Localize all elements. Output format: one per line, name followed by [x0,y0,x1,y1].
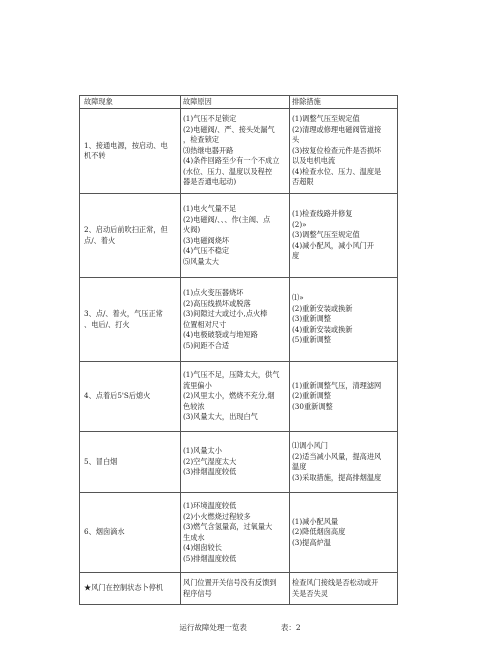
cell-text: (3)调整气压至规定值 [292,230,360,240]
header-remedy: 排除措施 [290,96,398,109]
table-row [80,109,398,194]
phenomenon-cell [80,278,181,362]
cause-cell [181,573,290,605]
cause-cell [181,493,290,573]
cell-text: (水位、压力、温度以及程控 [183,166,273,176]
cell-text: (1)减小配风量 [292,516,339,526]
cell-text: (5)重新调整 [292,335,331,345]
phenomenon-cell [80,432,181,493]
cell-text: 头 [292,135,300,145]
cell-text: ，检查锁定 [183,135,219,145]
remedy-cell [290,109,398,194]
cell-text: (3)间隙过大或过小,点火棒 [183,309,268,318]
cell-text: 3、点/、着火，气压正常 [84,309,163,318]
footer-title: 运行故障处理一览表 [179,623,247,632]
table-row [80,194,398,278]
cause-cell [181,194,290,278]
remedy-cell [290,278,398,362]
cell-text: (4)减小配风，减小风门开 [292,240,375,250]
cell-text: 以及电机电流 [292,156,336,166]
cell-text: ⑴» [292,293,304,303]
cell-text: 器是否通电起动) [183,177,237,187]
phenomenon-cell [80,573,181,605]
phenomenon-cell [80,194,181,278]
cell-text: (1)风量太小 [183,446,222,456]
cell-text: (1)点火变压器烧坏 [183,288,244,297]
remedy-cell [290,493,398,573]
table-row [80,573,398,605]
cell-text: (2)重新安装或换新 [292,303,353,313]
cell-text: (5)间距不合适 [183,340,230,350]
cell-text: 色较浓 [183,401,205,411]
cell-text: 火阀) [183,225,201,234]
remedy-cell [290,194,398,278]
cell-text: 程序信号 [183,588,212,598]
cell-text: (2)小火燃烧过程较多 [183,511,251,521]
cell-text: (3)采取措施，提高排烟温度 [292,472,382,482]
cell-text: (3)风量太大，出现白气 [183,412,258,422]
cell-text: (2)适当减小风量，提高进风 [292,451,382,461]
remedy-cell [290,362,398,432]
cell-text: (1)重新调整气压，清理滤网 [292,380,382,390]
cell-text: (2)重新调整 [292,391,331,401]
cell-text: (1)环境温度较低 [183,501,237,510]
cause-cell [181,278,290,362]
cell-text: (2)清理或修理电磁阀管道接 [292,124,382,134]
table-row [80,362,398,432]
table-row [80,493,398,573]
cell-text: (30重新调整 [292,401,333,411]
remedy-cell [290,573,398,605]
cell-text: (3)按复位检查元件是否损坏 [292,145,382,155]
cell-text: ⑴调小风门 [292,441,328,450]
cell-text: (1)气压不足锁定 [183,114,237,124]
cell-text: ⑸风量太大 [183,256,219,266]
cell-text: 2、启动后前吹扫正常，但 [84,225,168,234]
phenomenon-cell [80,493,181,573]
cell-text: 位置相对尺寸 [183,319,227,329]
cell-text: (2)电磁阀/、严、接头处漏气 [183,124,275,134]
cell-text: 检查风门接线是否松动或开 [292,578,379,587]
cell-text: (1)电火气量不足 [183,204,237,213]
cause-cell [181,362,290,432]
cause-cell [181,432,290,493]
cell-text: 点/、着火 [84,235,116,245]
header-phenomenon: 故障现象 [80,96,181,109]
cell-text: (3)重新调整 [292,314,331,324]
cell-text: 关是否失灵 [292,588,328,598]
cell-text: (2)风里太小，燃烧不充分,烟 [183,391,275,401]
cell-text: (4)烟囱较长 [183,543,222,552]
cause-cell [181,109,290,194]
table-header-row [80,96,398,109]
fault-table [79,95,398,605]
header-cause: 故障原因 [181,96,290,109]
cell-text: 5、冒白烟 [84,456,118,466]
cell-text: 温度 [292,462,307,471]
cell-text: (1)调整气压至规定值 [292,114,360,124]
cell-text: (4)检查水位、压力、温度是 [292,166,382,176]
cell-text: 否超限 [292,177,314,187]
table-row [80,278,398,362]
cell-text: 6、烟囱滴水 [84,527,125,537]
page-footer [0,622,480,633]
cell-text: 度 [292,251,300,261]
cell-text: 机不转 [84,151,106,160]
cell-text: 生成水 [183,532,205,542]
cell-text: (3)提高炉温 [292,537,331,547]
cell-text: (4)电极破裂或与地短路 [183,330,258,339]
cell-text: 流里偏小 [183,380,212,390]
cell-text: ★风门在控制状态卜停机 [84,583,164,593]
phenomenon-cell [80,362,181,432]
phenomenon-cell [80,109,181,194]
cell-text: (1)检查线路并修复 [292,209,353,219]
cell-text: 、电后/、打火 [84,319,130,329]
cell-text: (5)排烟温度较低 [183,553,237,563]
cell-text: (4)重新安装或换新 [292,324,353,334]
table-number: 表：2 [280,623,301,632]
cell-text: (4)气压不稳定 [183,246,230,255]
cell-text: (3)排烟温度较低 [183,467,237,477]
cell-text: (2)电磁阀/、、、作(主阀、点 [183,214,271,224]
cell-text: (4)条件回路至少有一个不成立 [183,156,280,166]
cell-text: (2)降低烟囱高度 [292,527,346,537]
remedy-cell [290,432,398,493]
cell-text: (2)» [292,219,307,229]
cell-text: 4、点着后5'S后熄火 [84,391,151,401]
cell-text: (2)空气湿度太大 [183,456,237,466]
cell-text: (3)电磁阀烧坏 [183,235,230,245]
cell-text: 风门位置开关信号没有反馈到 [183,578,277,587]
cell-text: (1)气压不足，压降太大，供气 [183,370,280,380]
cell-text: ⑶热继电器开路 [183,145,234,155]
cell-text: 1、接通电源，按启动、电 [84,140,168,150]
cell-text: (3)燃气含氢量高，过氧量大 [183,522,273,531]
table-row [80,432,398,493]
cell-text: (2)高压线损坏或脱落 [183,298,251,308]
